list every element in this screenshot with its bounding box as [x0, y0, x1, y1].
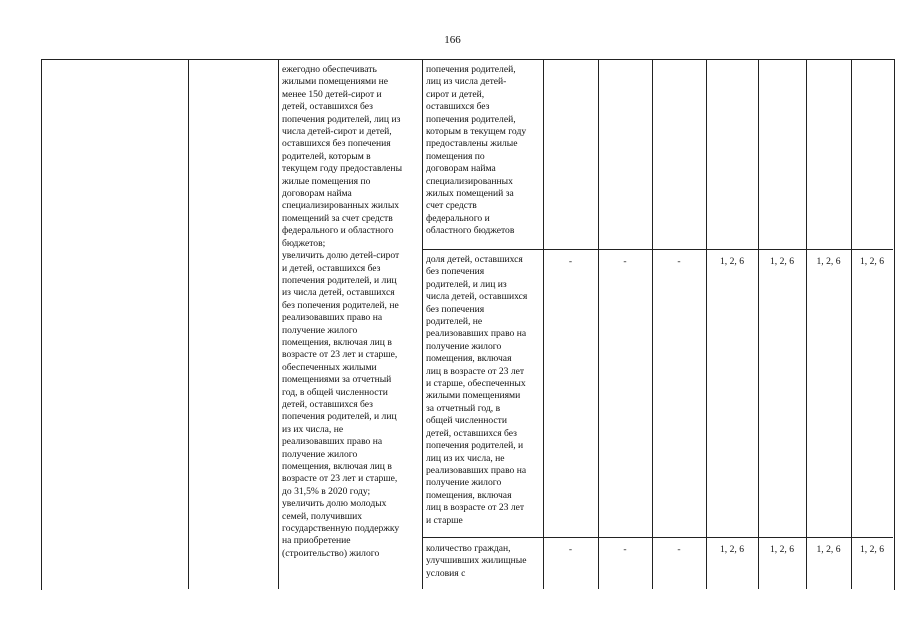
text-line: попечения родителей,	[426, 64, 516, 75]
value-cell: 1, 2, 6	[816, 256, 841, 267]
text-line: детей, оставшихся без	[426, 427, 517, 439]
text-line: увеличить долю детей-сирот	[282, 250, 400, 262]
text-line: менее 150 детей-сирот и	[282, 88, 382, 100]
text-line: федерального и	[426, 212, 490, 224]
value-cell: 1, 2, 6	[770, 256, 794, 267]
text-line: реализовавших право на	[426, 464, 527, 476]
text-line: счет средств	[426, 200, 477, 212]
text-line: помещения, включая лиц в	[282, 336, 392, 348]
text-line: получение жилого	[282, 448, 358, 460]
value-cell: -	[568, 544, 573, 555]
value-cell: 1, 2, 6	[860, 256, 884, 267]
text-line: областного бюджетов	[426, 225, 515, 237]
text-line: помещений за счет средств	[282, 212, 393, 224]
text-line: доля детей, оставшихся	[426, 254, 523, 265]
text-line: лиц в возрасте от 23 лет	[426, 502, 525, 514]
text-line: и старше, обеспеченных	[426, 378, 526, 390]
column-divider	[422, 59, 423, 589]
text-line: жилых помещений за	[426, 188, 514, 200]
text-line: текущем году предоставлены	[282, 163, 403, 175]
text-line: жилыми помещениями не	[282, 76, 388, 88]
text-line: договорам найма	[282, 188, 352, 200]
text-line: федерального и областного	[282, 225, 394, 237]
text-line: попечения родителей, лиц из	[282, 113, 401, 125]
text-line: детей, оставшихся без	[282, 101, 373, 113]
text-line: числа детей, оставшихся	[426, 291, 528, 303]
text-line: без попечения родителей, не	[282, 299, 399, 311]
indicator-cell	[426, 254, 527, 527]
column-divider	[278, 59, 279, 589]
value-cell: 1, 2, 6	[720, 544, 744, 555]
text-line: и старше	[426, 514, 463, 526]
column-divider	[652, 59, 653, 589]
text-line: детей, оставшихся без	[282, 398, 373, 410]
row-divider	[422, 537, 893, 538]
text-line: лиц из числа детей-	[426, 76, 507, 88]
text-line: общей численности	[426, 415, 508, 427]
value-cell: -	[677, 544, 681, 555]
text-line: до 31,5% в 2020 году;	[282, 485, 371, 497]
value-cell: 1, 2, 6	[770, 544, 794, 555]
text-line: из числа детей, оставшихся	[282, 287, 395, 299]
text-line: оставшихся без	[426, 101, 490, 113]
text-line: договорам найма	[426, 163, 496, 175]
text-line: помещениями за отчетный	[282, 374, 392, 386]
row-divider	[422, 249, 893, 250]
indicator-cell	[426, 64, 526, 238]
text-line: обеспеченных жилыми	[282, 361, 377, 373]
value-cell: -	[568, 256, 573, 267]
text-line: предоставлены жилые	[426, 138, 518, 150]
text-line: получение жилого	[426, 477, 502, 489]
text-line: лиц из их числа, не	[426, 452, 505, 464]
text-line: оставшихся без попечения	[282, 138, 391, 150]
value-cell: 1, 2, 6	[816, 544, 841, 555]
text-line: помещения, включая	[426, 353, 512, 365]
text-line: которым в текущем году	[426, 126, 527, 138]
text-line: помещения, включая лиц в	[282, 461, 392, 472]
column-divider	[543, 59, 544, 589]
text-line: помещения, включая	[426, 489, 512, 501]
text-line: государственную поддержку	[282, 523, 400, 535]
text-line: возрасте от 23 лет и старше,	[282, 349, 398, 361]
text-line: семей, получивших	[282, 510, 363, 522]
text-line: попечения родителей, и	[426, 440, 524, 452]
text-line: за отчетный год, в	[426, 402, 501, 414]
text-line: специализированных жилых	[282, 200, 400, 212]
value-cell: 1, 2, 6	[860, 544, 884, 555]
value-cell: -	[623, 544, 627, 555]
text-line: без попечения	[426, 303, 485, 315]
text-line: год, в общей численности	[282, 386, 388, 398]
text-line: попечения родителей,	[426, 113, 516, 125]
text-line: помещения по	[426, 150, 485, 162]
column-divider	[758, 59, 759, 589]
value-cell: -	[677, 256, 681, 267]
column-divider	[806, 59, 807, 589]
text-line: (строительство) жилого	[282, 547, 380, 559]
text-line: и детей, оставшихся без	[282, 262, 381, 274]
indicator-cell	[426, 543, 526, 580]
text-line: жилые помещения по	[282, 175, 371, 187]
text-line: числа детей-сирот и детей,	[282, 126, 392, 138]
text-line: улучшивших жилищные	[426, 555, 527, 567]
column-divider	[188, 59, 189, 589]
text-line: реализовавших право на	[282, 436, 383, 448]
text-line: родителей, и лиц из	[426, 278, 507, 290]
text-line: жилыми помещениями	[426, 390, 521, 402]
text-line: реализовавших право на	[426, 328, 527, 340]
text-line: родителей, не	[426, 316, 483, 328]
text-line: попечения родителей, и лиц	[282, 274, 397, 286]
text-line: из их числа, не	[282, 423, 344, 435]
text-line: лиц в возрасте от 23 лет	[426, 365, 525, 377]
text-line: попечения родителей, и лиц	[282, 411, 397, 423]
goals-cell	[282, 64, 402, 560]
text-line: реализовавших право на	[282, 312, 383, 324]
page-number: 166	[444, 34, 461, 46]
text-line: специализированных	[426, 175, 513, 187]
column-divider	[851, 59, 852, 589]
text-line: без попечения	[426, 266, 485, 278]
text-line: родителей, которым в	[282, 150, 371, 162]
text-line: увеличить долю молодых	[282, 498, 387, 510]
text-line: количество граждан,	[426, 543, 511, 554]
value-cell: -	[623, 256, 627, 267]
text-line: бюджетов;	[282, 237, 326, 249]
text-line: условия с	[426, 567, 466, 579]
text-line: получение жилого	[282, 324, 358, 336]
text-line: на приобретение	[282, 535, 351, 547]
value-cell: 1, 2, 6	[720, 256, 744, 267]
text-line: получение жилого	[426, 340, 502, 352]
column-divider	[706, 59, 707, 589]
text-line: сирот и детей,	[426, 88, 485, 100]
text-line: возрасте от 23 лет и старше,	[282, 473, 398, 485]
column-divider	[598, 59, 599, 589]
text-line: ежегодно обеспечивать	[282, 64, 377, 75]
